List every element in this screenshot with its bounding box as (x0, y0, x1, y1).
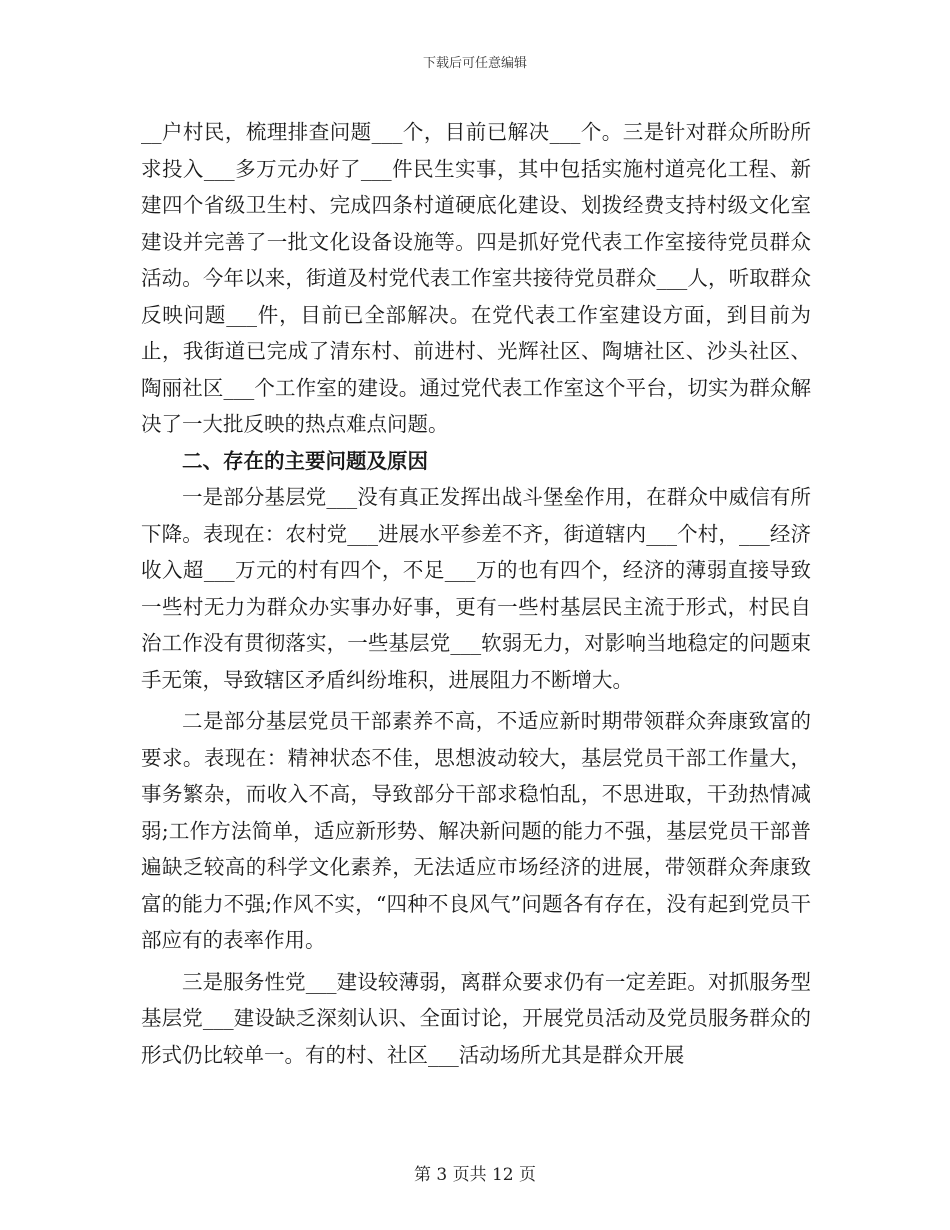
section-heading: 二、存在的主要问题及原因 (182, 448, 428, 473)
page-header: 下载后可任意编辑 (422, 56, 527, 71)
paragraph-problem-1: 一是部分基层党___没有真正发挥出战斗堡垒作用，在群众中威信有所下降。表现在：农村党___进展水平参差不齐，街道辖内___个村，___经济收入超___万元的村有四个，不足___万的也有四个，经济的薄弱直接导致一些村无力为群众办实事办好事，更有一些村基层民主流于形式，村民自治工作没有贯彻落实，一些基层党___软弱无力，对影响当地稳定的问题束手无策，导致辖区矛盾纠纷堆积，进展阻力不断增大。 (141, 485, 811, 692)
paragraph-problem-3: 三是服务性党___建设较薄弱，离群众要求仍有一定差距。对抓服务型基层党___建设缺乏深刻认识、全面讨论，开展党员活动及党员服务群众的形式仍比较单一。有的村、社区___活动场所尤其是群众开展 (141, 969, 811, 1067)
page-number: 第 3 页共 12 页 (413, 1165, 537, 1185)
document-body (141, 114, 811, 1073)
paragraph-problem-2: 二是部分基层党员干部素养不高，不适应新时期带领群众奔康致富的要求。表现在：精神状态不佳，思想波动较大，基层党员干部工作量大，事务繁杂，而收入不高，导致部分干部求稳怕乱，不思进取，干劲热情减弱;工作方法简单，适应新形势、解决新问题的能力不强，基层党员干部普遍缺乏较高的科学文化素养，无法适应市场经济的进展，带领群众奔康致富的能力不强;作风不实，“四种不良风气”问题各有存在，没有起到党员干部应有的表率作用。 (141, 709, 811, 952)
paragraph-continuation: __户村民，梳理排查问题___个，目前已解决___个。三是针对群众所盼所求投入___多万元办好了___件民生实事，其中包括实施村道亮化工程、新建四个省级卫生村、完成四条村道硬底化建设、划拨经费支持村级文化室建设并完善了一批文化设备设施等。四是抓好党代表工作室接待党员群众活动。今年以来，街道及村党代表工作室共接待党员群众___人，听取群众反映问题___件，目前已全部解决。在党代表工作室建设方面，到目前为止，我街道已完成了清东村、前进村、光辉社区、陶塘社区、沙头社区、陶丽社区___个工作室的建设。通过党代表工作室这个平台，切实为群众解决了一大批反映的热点难点问题。 (141, 120, 811, 436)
